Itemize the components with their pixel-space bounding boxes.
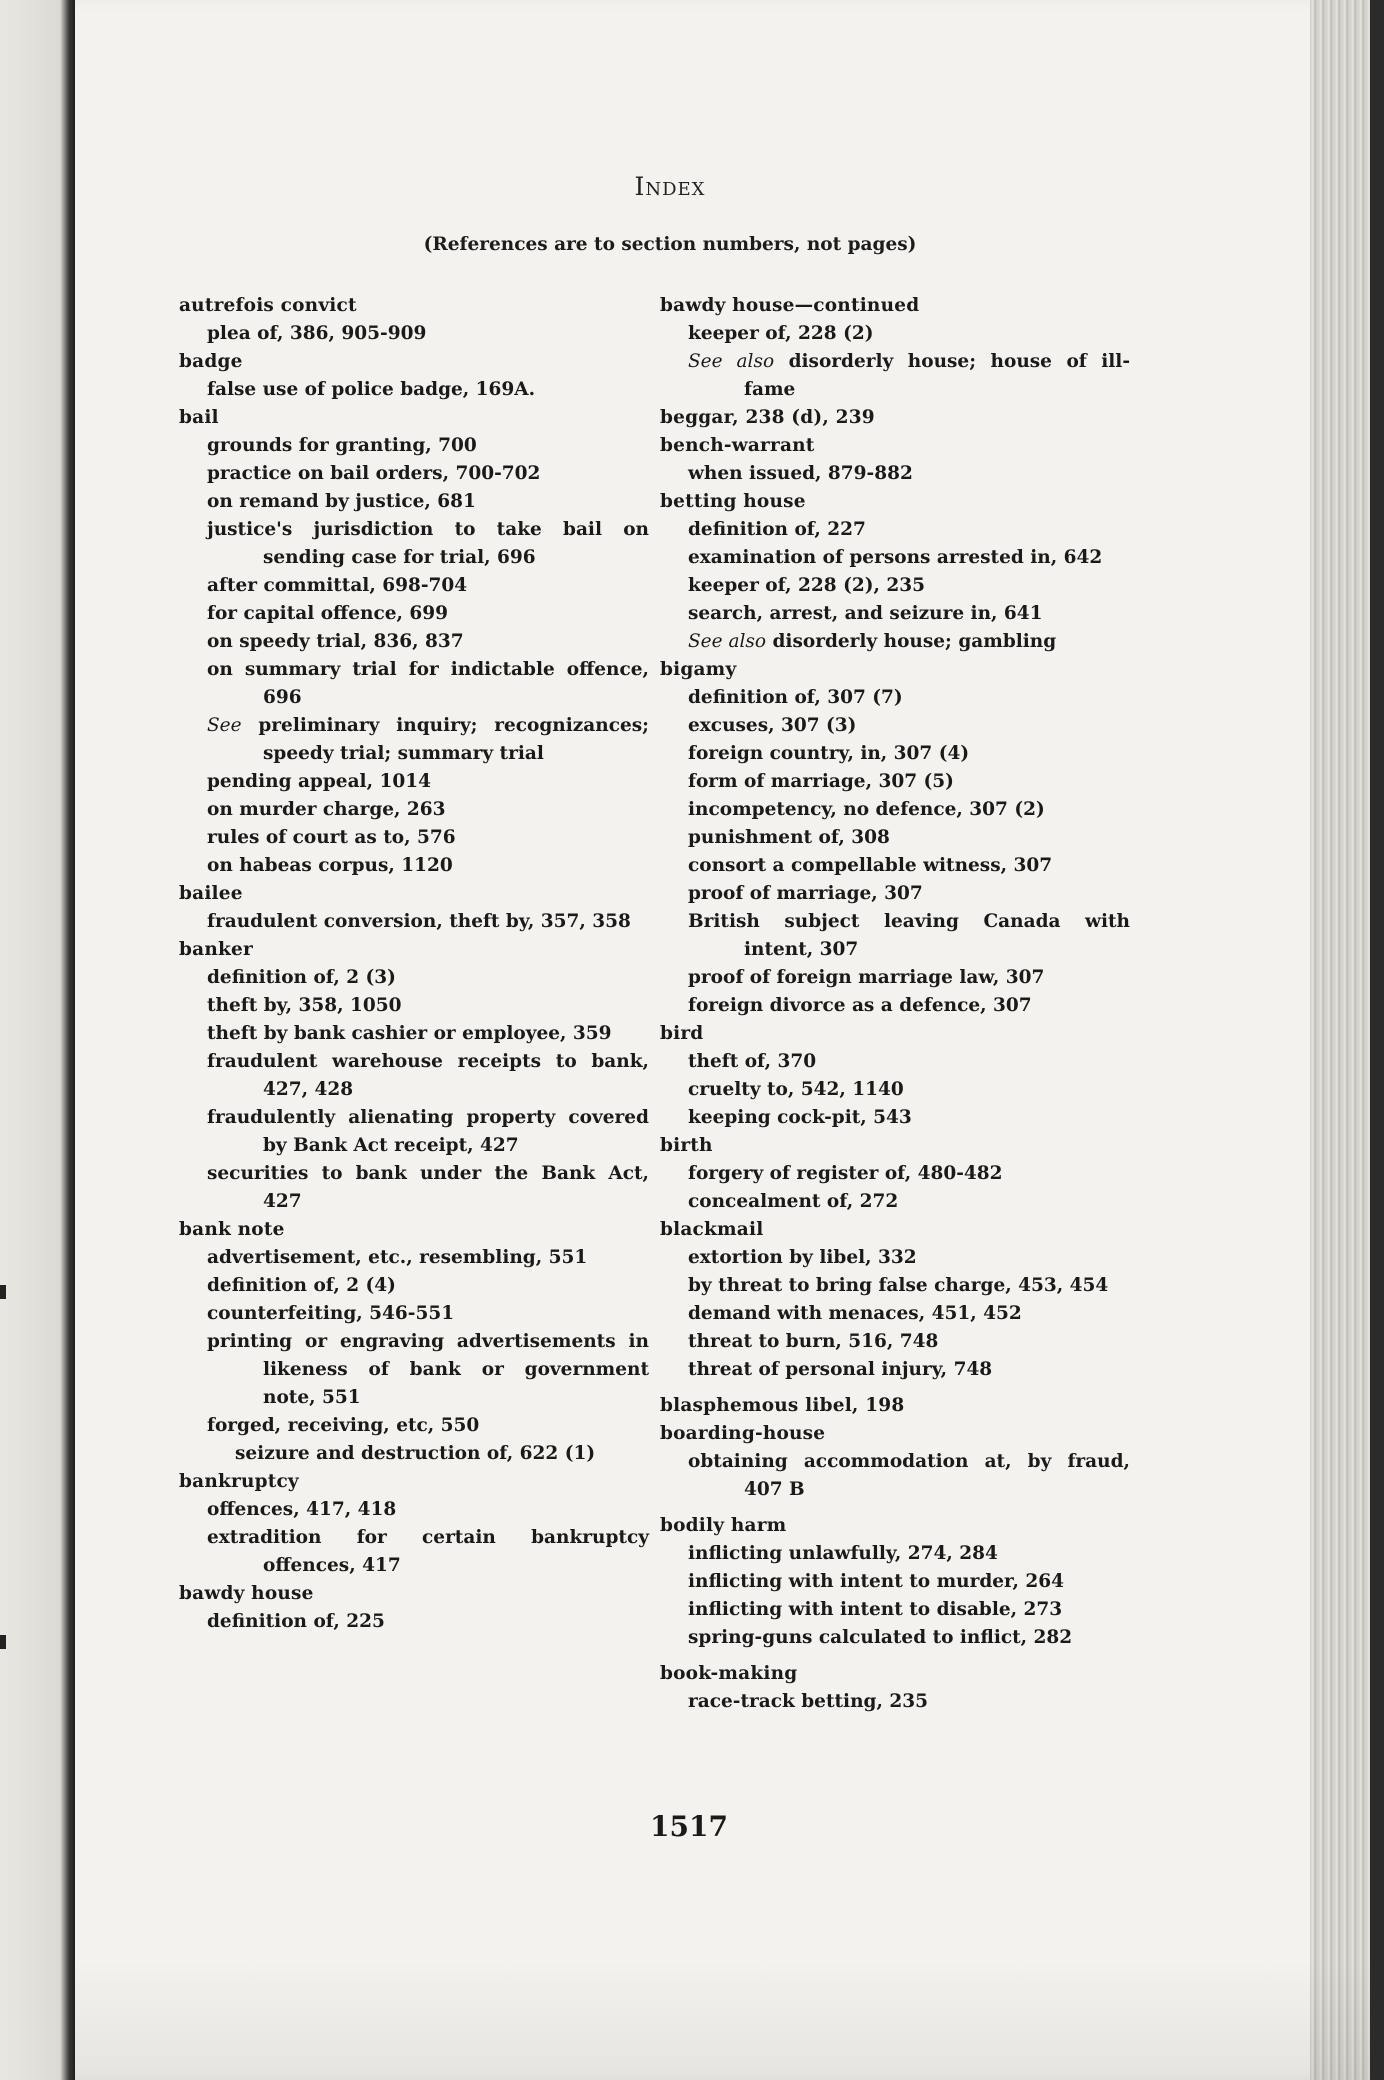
index-subentry: theft by, 358, 1050	[207, 995, 402, 1016]
index-subentry: on habeas corpus, 1120	[207, 855, 453, 876]
index-subentry: plea of, 386, 905-909	[207, 323, 427, 344]
index-cross-reference	[660, 348, 1130, 404]
index-subentry: extradition for certain bankruptcy offences, 417	[207, 1527, 649, 1576]
index-cross-reference	[660, 628, 1130, 656]
index-heading: badge	[179, 351, 243, 372]
see-prefix: See also	[688, 631, 767, 652]
index-subentry: inflicting with intent to disable, 273	[688, 1599, 1063, 1620]
index-subentry: practice on bail orders, 700-702	[207, 463, 541, 484]
index-subentry: grounds for granting, 700	[207, 435, 477, 456]
index-subentry: forgery of register of, 480-482	[688, 1163, 1003, 1184]
index-subentry: definition of, 225	[207, 1611, 385, 1632]
index-heading: bawdy house	[179, 1583, 314, 1604]
index-subentry: excuses, 307 (3)	[688, 715, 857, 736]
index-subentry: inflicting unlawfully, 274, 284	[688, 1543, 998, 1564]
index-subentry: cruelty to, 542, 1140	[688, 1079, 904, 1100]
index-subentry: obtaining accommodation at, by fraud, 407 B	[688, 1451, 1130, 1500]
page-shadow	[75, 1960, 1370, 2080]
margin-mark	[0, 1635, 6, 1649]
index-subentry: British subject leaving Canada with intent, 307	[688, 911, 1130, 960]
page-number: 1517	[650, 1810, 728, 1843]
index-subentry: theft of, 370	[688, 1051, 817, 1072]
index-subentry: fraudulent warehouse receipts to bank, 427, 428	[207, 1051, 649, 1100]
index-cross-reference	[179, 712, 649, 768]
index-subentry: on remand by justice, 681	[207, 491, 476, 512]
index-subentry: keeping cock-pit, 543	[688, 1107, 912, 1128]
index-heading: bailee	[179, 883, 243, 904]
index-subentry: offences, 417, 418	[207, 1499, 397, 1520]
index-heading: bankruptcy	[179, 1471, 299, 1492]
index-subentry: rules of court as to, 576	[207, 827, 456, 848]
index-subentry: inflicting with intent to murder, 264	[688, 1571, 1064, 1592]
index-subentry: definition of, 227	[688, 519, 866, 540]
index-subentry: on speedy trial, 836, 837	[207, 631, 464, 652]
index-heading: bail	[179, 407, 219, 428]
index-heading: bodily harm	[660, 1515, 787, 1536]
index-subentry: spring-guns calculated to inflict, 282	[688, 1627, 1073, 1648]
index-subentry: examination of persons arrested in, 642	[688, 547, 1103, 568]
index-subentry: incompetency, no defence, 307 (2)	[688, 799, 1045, 820]
index-subentry: forged, receiving, etc, 550	[207, 1415, 480, 1436]
index-subentry: demand with menaces, 451, 452	[688, 1303, 1022, 1324]
index-subentry: punishment of, 308	[688, 827, 890, 848]
index-subentry: fraudulent conversion, theft by, 357, 358	[207, 911, 631, 932]
index-subentry: extortion by libel, 332	[688, 1247, 917, 1268]
margin-mark	[0, 1285, 6, 1299]
index-subentry: keeper of, 228 (2)	[688, 323, 874, 344]
index-subentry: definition of, 2 (3)	[207, 967, 396, 988]
index-heading: birth	[660, 1135, 713, 1156]
index-subentry: pending appeal, 1014	[207, 771, 431, 792]
index-column-right	[660, 292, 1130, 1716]
index-subentry: after committal, 698-704	[207, 575, 468, 596]
index-subentry: when issued, 879-882	[688, 463, 913, 484]
index-heading: bawdy house—continued	[660, 295, 920, 316]
index-subentry: securities to bank under the Bank Act, 427	[207, 1163, 649, 1212]
index-subentry: threat to burn, 516, 748	[688, 1331, 939, 1352]
index-subentry: definition of, 307 (7)	[688, 687, 903, 708]
index-subentry: foreign country, in, 307 (4)	[688, 743, 970, 764]
index-subentry: proof of foreign marriage law, 307	[688, 967, 1045, 988]
index-subentry: by threat to bring false charge, 453, 454	[688, 1275, 1109, 1296]
index-subentry: foreign divorce as a defence, 307	[688, 995, 1032, 1016]
index-heading: boarding-house	[660, 1423, 826, 1444]
index-subentry: proof of marriage, 307	[688, 883, 923, 904]
index-subtitle: (References are to section numbers, not pages)	[423, 234, 917, 255]
see-target: disorderly house; house of ill-fame	[744, 351, 1130, 400]
index-subentry: advertisement, etc., resembling, 551	[207, 1247, 588, 1268]
index-heading: banker	[179, 939, 253, 960]
see-target: disorderly house; gambling	[772, 631, 1057, 652]
spacer	[660, 1652, 1130, 1660]
index-subentry: threat of personal injury, 748	[688, 1359, 993, 1380]
index-subentry: keeper of, 228 (2), 235	[688, 575, 925, 596]
index-heading: blackmail	[660, 1219, 764, 1240]
index-subentry: race-track betting, 235	[688, 1691, 928, 1712]
see-target: preliminary inquiry; recognizances; speedy trial; summary trial	[258, 715, 649, 764]
index-subentry: theft by bank cashier or employee, 359	[207, 1023, 612, 1044]
see-prefix: See	[207, 715, 242, 736]
spacer	[660, 1384, 1130, 1392]
index-heading: bird	[660, 1023, 704, 1044]
index-subentry: justice's jurisdiction to take bail on sending case for trial, 696	[207, 519, 649, 568]
index-heading: bank note	[179, 1219, 285, 1240]
index-subentry: search, arrest, and seizure in, 641	[688, 603, 1043, 624]
index-subentry: on murder charge, 263	[207, 799, 446, 820]
index-subentry: printing or engraving advertisements in likeness of bank or government note, 551	[207, 1331, 649, 1408]
page-title: Index	[634, 172, 706, 201]
index-subentry: form of marriage, 307 (5)	[688, 771, 954, 792]
index-subentry: seizure and destruction of, 622 (1)	[235, 1443, 596, 1464]
index-subentry: on summary trial for indictable offence, 696	[207, 659, 649, 708]
index-heading: betting house	[660, 491, 806, 512]
index-subentry: counterfeiting, 546-551	[207, 1303, 455, 1324]
index-heading: bench-warrant	[660, 435, 815, 456]
index-subentry: definition of, 2 (4)	[207, 1275, 396, 1296]
index-subentry: consort a compellable witness, 307	[688, 855, 1053, 876]
index-subentry: false use of police badge, 169A.	[207, 379, 536, 400]
spacer	[660, 1504, 1130, 1512]
index-heading: beggar, 238 (d), 239	[660, 407, 875, 428]
index-heading: autrefois convict	[179, 295, 357, 316]
index-page	[75, 0, 1370, 2080]
page-edge	[1310, 0, 1370, 2080]
see-prefix: See also	[688, 351, 775, 372]
index-column-left	[179, 292, 649, 1636]
index-heading: bigamy	[660, 659, 737, 680]
index-heading: book-making	[660, 1663, 798, 1684]
index-subentry: concealment of, 272	[688, 1191, 899, 1212]
index-subentry: fraudulently alienating property covered by Bank Act receipt, 427	[207, 1107, 649, 1156]
index-subentry: for capital offence, 699	[207, 603, 448, 624]
facing-page-edge	[0, 0, 75, 2080]
index-heading: blasphemous libel, 198	[660, 1395, 905, 1416]
